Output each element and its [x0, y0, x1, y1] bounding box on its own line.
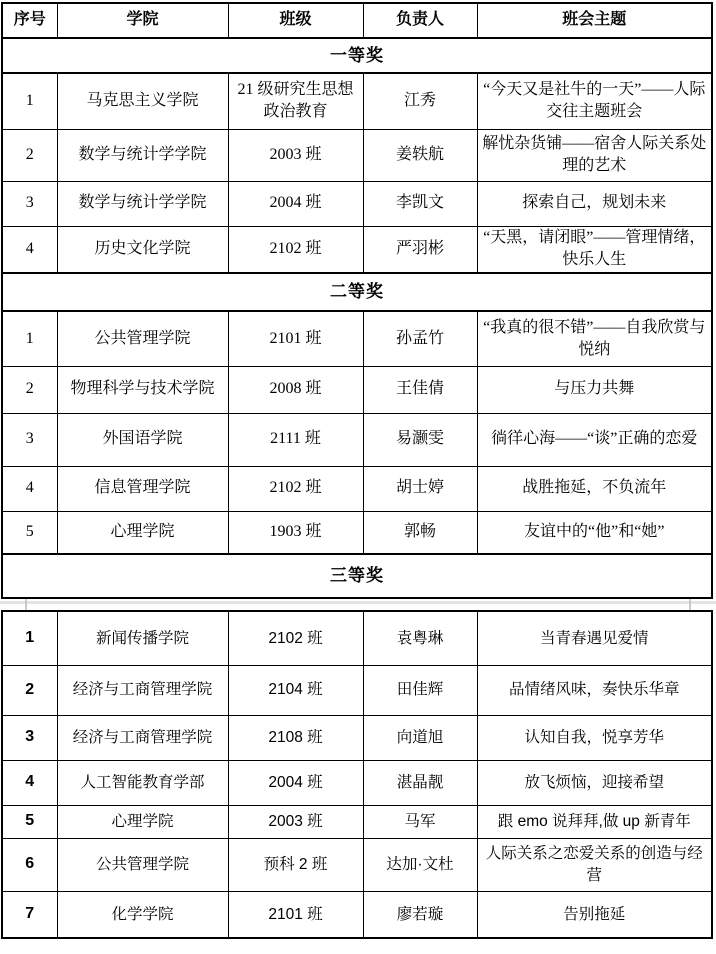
class-cell: 预科 2 班	[228, 838, 363, 891]
college-cell: 数学与统计学学院	[57, 129, 228, 181]
gap-gridline-horizontal	[0, 601, 716, 604]
class-cell: 2003 班	[228, 805, 363, 838]
college-cell: 历史文化学院	[57, 226, 228, 273]
section-band-first-prize	[2, 38, 712, 73]
serial-cell: 3	[2, 181, 57, 226]
table-row	[2, 226, 712, 273]
gap-gridline-left-tick	[25, 599, 27, 610]
leader-cell: 田佳辉	[363, 665, 477, 715]
college-cell: 新闻传播学院	[57, 611, 228, 665]
serial-cell: 1	[2, 611, 57, 665]
table-row	[2, 466, 712, 511]
serial-cell: 4	[2, 466, 57, 511]
leader-cell: 王佳倩	[363, 366, 477, 413]
section-band-second-prize	[2, 273, 712, 311]
table-row	[2, 665, 712, 715]
header-cell-theme: 班会主题	[477, 3, 712, 38]
serial-cell: 1	[2, 73, 57, 129]
leader-cell: 胡士婷	[363, 466, 477, 511]
section-title: 二等奖	[2, 273, 712, 311]
college-cell: 心理学院	[57, 511, 228, 554]
theme-cell: 告别拖延	[477, 891, 712, 938]
table-row	[2, 73, 712, 129]
class-cell: 21 级研究生思想政治教育	[228, 73, 363, 129]
leader-cell: 达加·文杜	[363, 838, 477, 891]
class-cell: 2101 班	[228, 311, 363, 366]
class-cell: 1903 班	[228, 511, 363, 554]
class-cell: 2104 班	[228, 665, 363, 715]
class-cell: 2102 班	[228, 226, 363, 273]
leader-cell: 江秀	[363, 73, 477, 129]
serial-cell: 5	[2, 805, 57, 838]
college-cell: 公共管理学院	[57, 838, 228, 891]
serial-cell: 2	[2, 129, 57, 181]
class-cell: 2111 班	[228, 413, 363, 466]
table-row	[2, 511, 712, 554]
theme-cell: 放飞烦恼，迎接希望	[477, 760, 712, 805]
college-cell: 物理科学与技术学院	[57, 366, 228, 413]
leader-cell: 易灏雯	[363, 413, 477, 466]
theme-cell: 跟 emo 说拜拜,做 up 新青年	[477, 805, 712, 838]
header-cell-leader: 负责人	[363, 3, 477, 38]
table-row	[2, 838, 712, 891]
leader-cell: 袁粤琳	[363, 611, 477, 665]
section-band-third-prize	[2, 554, 712, 598]
gap-gridline-right-tick	[689, 599, 691, 610]
college-cell: 人工智能教育学部	[57, 760, 228, 805]
table-gap	[0, 599, 716, 610]
class-cell: 2004 班	[228, 181, 363, 226]
table-row	[2, 715, 712, 760]
table-row	[2, 805, 712, 838]
college-cell: 公共管理学院	[57, 311, 228, 366]
section-title: 三等奖	[2, 554, 712, 598]
table-row	[2, 611, 712, 665]
college-cell: 经济与工商管理学院	[57, 715, 228, 760]
award-table-1	[1, 2, 713, 599]
theme-cell: 友谊中的“他”和“她”	[477, 511, 712, 554]
theme-cell: 当青春遇见爱情	[477, 611, 712, 665]
serial-cell: 3	[2, 715, 57, 760]
class-cell: 2102 班	[228, 466, 363, 511]
class-cell: 2003 班	[228, 129, 363, 181]
class-cell: 2101 班	[228, 891, 363, 938]
theme-cell: 解忧杂货铺——宿舍人际关系处理的艺术	[477, 129, 712, 181]
leader-cell: 向道旭	[363, 715, 477, 760]
college-cell: 心理学院	[57, 805, 228, 838]
theme-cell: “我真的很不错”——自我欣赏与悦纳	[477, 311, 712, 366]
leader-cell: 姜轶航	[363, 129, 477, 181]
section-title: 一等奖	[2, 38, 712, 73]
leader-cell: 郭畅	[363, 511, 477, 554]
table-row	[2, 129, 712, 181]
college-cell: 化学学院	[57, 891, 228, 938]
serial-cell: 6	[2, 838, 57, 891]
serial-cell: 4	[2, 760, 57, 805]
serial-cell: 2	[2, 366, 57, 413]
college-cell: 数学与统计学学院	[57, 181, 228, 226]
college-cell: 信息管理学院	[57, 466, 228, 511]
leader-cell: 孙孟竹	[363, 311, 477, 366]
leader-cell: 李凯文	[363, 181, 477, 226]
theme-cell: “今天又是社牛的一天”——人际交往主题班会	[477, 73, 712, 129]
table-row	[2, 413, 712, 466]
header-cell-serial: 序号	[2, 3, 57, 38]
theme-cell: 探索自己，规划未来	[477, 181, 712, 226]
award-table-2	[1, 610, 713, 939]
header-cell-college: 学院	[57, 3, 228, 38]
table-row	[2, 891, 712, 938]
class-cell: 2008 班	[228, 366, 363, 413]
serial-cell: 7	[2, 891, 57, 938]
serial-cell: 5	[2, 511, 57, 554]
class-cell: 2004 班	[228, 760, 363, 805]
leader-cell: 严羽彬	[363, 226, 477, 273]
theme-cell: 与压力共舞	[477, 366, 712, 413]
theme-cell: “天黑，请闭眼”——管理情绪，快乐人生	[477, 226, 712, 273]
college-cell: 马克思主义学院	[57, 73, 228, 129]
table-row	[2, 181, 712, 226]
serial-cell: 1	[2, 311, 57, 366]
leader-cell: 湛晶靓	[363, 760, 477, 805]
serial-cell: 3	[2, 413, 57, 466]
leader-cell: 马军	[363, 805, 477, 838]
header-cell-class: 班级	[228, 3, 363, 38]
table-row	[2, 366, 712, 413]
college-cell: 外国语学院	[57, 413, 228, 466]
class-cell: 2108 班	[228, 715, 363, 760]
class-cell: 2102 班	[228, 611, 363, 665]
theme-cell: 人际关系之恋爱关系的创造与经营	[477, 838, 712, 891]
table-row	[2, 760, 712, 805]
college-cell: 经济与工商管理学院	[57, 665, 228, 715]
theme-cell: 战胜拖延，不负流年	[477, 466, 712, 511]
table-header-row	[2, 3, 712, 38]
serial-cell: 2	[2, 665, 57, 715]
theme-cell: 品情绪风味，奏快乐华章	[477, 665, 712, 715]
leader-cell: 廖若璇	[363, 891, 477, 938]
table-row	[2, 311, 712, 366]
theme-cell: 徜徉心海——“谈”正确的恋爱	[477, 413, 712, 466]
theme-cell: 认知自我，悦享芳华	[477, 715, 712, 760]
serial-cell: 4	[2, 226, 57, 273]
